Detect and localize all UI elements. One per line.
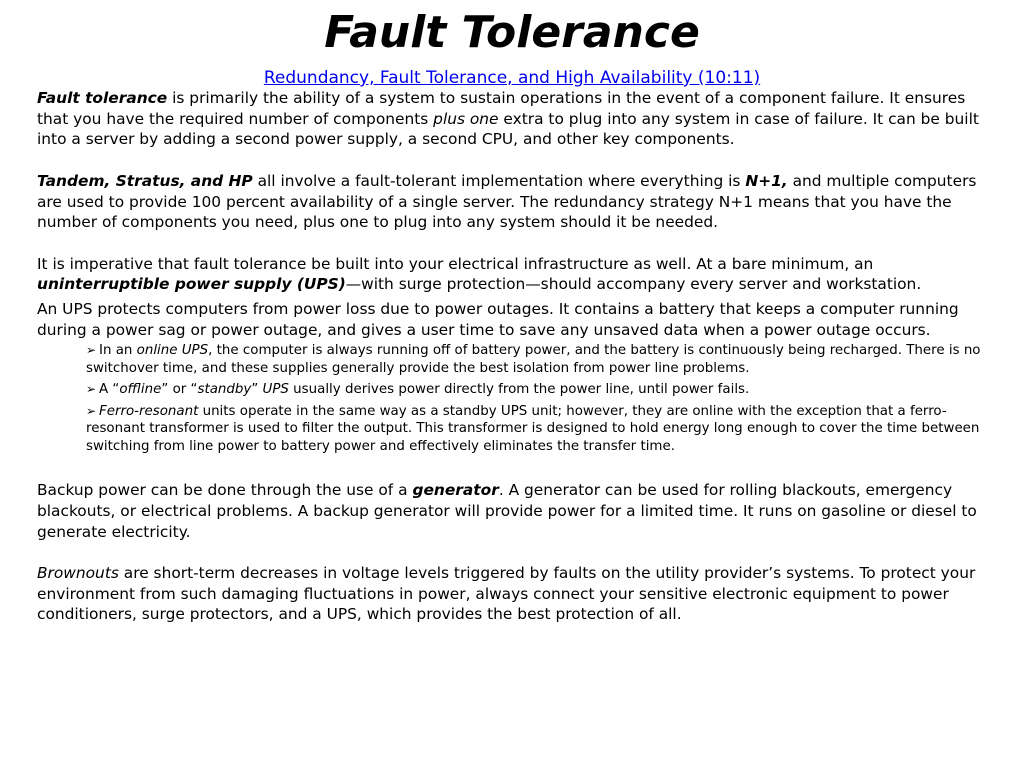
list-item-online-ups — [86, 342, 997, 377]
emphasis-plus-one: plus one — [433, 109, 499, 128]
paragraph-text: . A generator can be used for rolling blackouts, emergency blackouts, or electrical problems. A backup generator will provide power for a limited time. It runs on gasoline or diesel to generate electricity. — [37, 481, 977, 541]
arrow-bullet-icon: ➢ — [86, 343, 97, 358]
emphasis-ups: UPS — [262, 382, 289, 398]
emphasis-ferro-resonant: Ferro-resonant — [99, 403, 199, 419]
paragraph-text: is primarily the ability of a system to sustain operations in the event of a component failure. It ensures that you have the required number of components — [37, 89, 966, 128]
paragraph-text: extra to plug into any system in case of failure. It can be built into a server by adding a second power supply, a second CPU, and other key components. — [37, 109, 979, 149]
slide-body — [37, 88, 997, 625]
emphasis-n-plus-one: N+1, — [745, 171, 788, 190]
list-text: A “ — [99, 382, 120, 398]
emphasis-standby: standby — [197, 382, 252, 398]
paragraph-vendors — [37, 171, 997, 233]
list-item-offline-ups — [86, 381, 997, 399]
paragraph-generator — [37, 480, 997, 542]
term-ups: uninterruptible power supply (UPS) — [37, 275, 346, 294]
slide-title: Fault Tolerance — [324, 7, 700, 58]
paragraph-spacer — [37, 150, 997, 171]
paragraph-text: all involve a fault-tolerant implementation where everything is — [252, 171, 746, 190]
term-generator: generator — [412, 481, 499, 500]
ups-types-list — [37, 342, 997, 455]
subtitle-row — [0, 67, 1024, 89]
video-link[interactable]: Redundancy, Fault Tolerance, and High Availability (10:11) — [263, 68, 761, 88]
emphasis-offline: offline — [119, 382, 162, 398]
paragraph-spacer — [37, 459, 997, 480]
term-fault-tolerance: Fault tolerance — [37, 89, 168, 107]
list-text: usually derives power directly from the power line, until power fails. — [288, 382, 750, 398]
paragraph-ups-description: An UPS protects computers from power loss due to power outages. It contains a battery that keeps a computer running during a power sag or power outage, and gives a user time to save any unsaved data when a power outage occurs. — [37, 300, 959, 339]
paragraph-spacer — [37, 233, 997, 254]
paragraph-text: Backup power can be done through the use of a — [37, 481, 413, 500]
paragraph-ups-requirement — [37, 254, 997, 295]
paragraph-text: and multiple computers are used to provide 100 percent availability of a single server. The redundancy strategy N+1 means that you have the number of components you need, plus one to plug into any system should it be needed. — [37, 171, 977, 232]
emphasis-online-ups: online UPS — [136, 343, 209, 359]
paragraph-text: —with surge protection—should accompany every server and workstation. — [345, 275, 922, 294]
list-text: ” or “ — [161, 382, 198, 398]
arrow-bullet-icon: ➢ — [86, 403, 97, 418]
list-text: ” — [251, 382, 263, 398]
paragraph-text: It is imperative that fault tolerance be built into your electrical infrastructure as well. At a bare minimum, an — [37, 254, 874, 273]
term-brownouts: Brownouts — [37, 563, 119, 582]
list-text: In an — [99, 343, 137, 359]
paragraph-text: are short-term decreases in voltage levels triggered by faults on the utility provider’s systems. To protect your environment from such damaging fluctuations in power, always connect your sensitive electronic equipment to power conditioners, surge protectors, and a UPS, which provides the best protection of all. — [37, 563, 976, 624]
list-text: , the computer is always running off of battery power, and the battery is continuously being recharged. There is no switchover time, and these supplies generally provide the best isolation from power line problems. — [86, 343, 981, 376]
list-text: units operate in the same way as a standby UPS unit; however, they are online with the exception that a ferro-resonant transformer is used to filter the output. This transformer is designed to hold energy long enough to cover the time between switching from line power to battery power and effectively eliminates the transfer time. — [86, 403, 980, 454]
term-vendors: Tandem, Stratus, and HP — [37, 171, 253, 190]
paragraph-spacer — [37, 542, 997, 563]
paragraph-brownouts — [37, 563, 997, 625]
list-item-ferro-resonant — [86, 403, 997, 456]
paragraph-fault-tolerance — [37, 88, 997, 150]
arrow-bullet-icon: ➢ — [86, 382, 97, 397]
